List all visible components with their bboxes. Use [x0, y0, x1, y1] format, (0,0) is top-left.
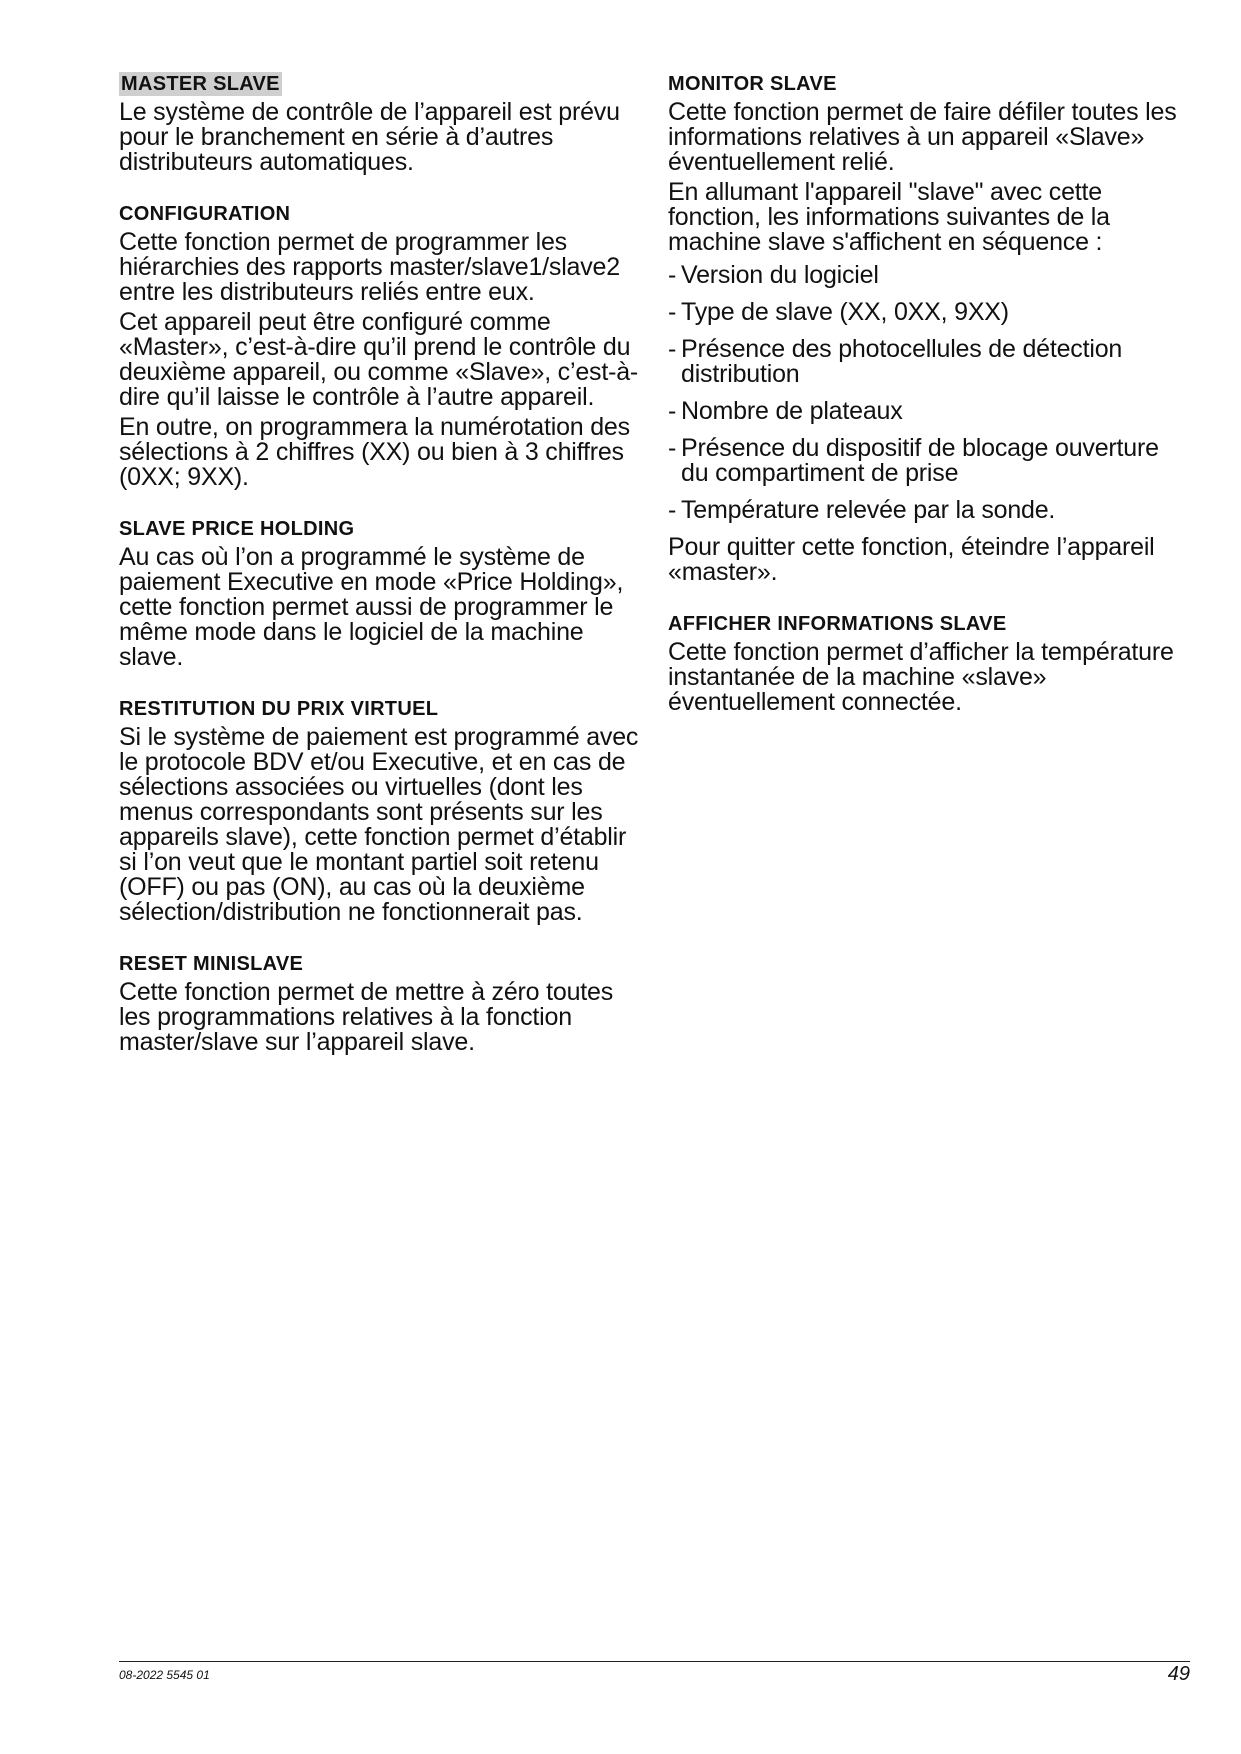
paragraph: Cette fonction permet de faire défiler toutes les informations relatives à un appareil «Slave» éventuellement relié.: [668, 98, 1177, 176]
section-heading: MONITOR SLAVE: [668, 73, 837, 95]
list-item-text: Version du logiciel: [681, 261, 879, 289]
paragraph: Cette fonction permet de mettre à zéro toutes les programmations relatives à la fonction master/slave sur l’appareil slave.: [119, 978, 614, 1056]
section-heading: MASTER SLAVE: [121, 73, 280, 95]
paragraph: Au cas où l’on a programmé le système de paiement Executive en mode «Price Holding», cette fonction permet aussi de programmer le même mode dans le logiciel de la machine slave.: [119, 543, 624, 671]
dash-bullet: -: [668, 298, 677, 326]
section-heading: CONFIGURATION: [119, 203, 291, 225]
section-heading: RESTITUTION DU PRIX VIRTUEL: [119, 698, 439, 720]
section-afficher-informations-slave: [668, 612, 1190, 715]
section-master-slave: [119, 72, 641, 175]
section-heading: RESET MINISLAVE: [119, 953, 304, 975]
paragraph: En allumant l'appareil "slave" avec cette fonction, les informations suivantes de la machine slave s'affichent en séquence :: [668, 178, 1110, 256]
section-slave-price-holding: [119, 517, 641, 670]
list-item-text: Température relevée par la sonde.: [681, 496, 1056, 524]
list-item: [668, 498, 1190, 523]
section-heading: AFFICHER INFORMATIONS SLAVE: [668, 613, 1007, 635]
list-item-text: Présence des photocellules de détection distribution: [681, 335, 1123, 388]
dash-bullet: -: [668, 335, 677, 363]
document-reference: 08-2022 5545 01: [119, 1668, 210, 1682]
dash-bullet: -: [668, 397, 677, 425]
list-item: [668, 436, 1190, 486]
page-number: 49: [1167, 1663, 1190, 1685]
footer-divider: [119, 1661, 1190, 1662]
paragraph: Cette fonction permet de programmer les hiérarchies des rapports master/slave1/slave2 entre les distributeurs reliés entre eux.: [119, 228, 620, 306]
list-item-text: Nombre de plateaux: [681, 397, 903, 425]
section-configuration: [119, 202, 641, 490]
section-reset-minislave: [119, 952, 641, 1055]
list-item: [668, 300, 1190, 325]
dash-bullet: -: [668, 434, 677, 462]
info-list: [668, 263, 1190, 523]
list-item-text: Type de slave (XX, 0XX, 9XX): [681, 298, 1009, 326]
section-restitution-prix-virtuel: [119, 697, 641, 925]
list-item-text: Présence du dispositif de blocage ouverture du compartiment de prise: [681, 434, 1159, 487]
left-column: [119, 72, 641, 1082]
list-item: [668, 399, 1190, 424]
list-item: [668, 337, 1190, 387]
list-item: [668, 263, 1190, 288]
paragraph: Cette fonction permet d’afficher la température instantanée de la machine «slave» éventuellement connectée.: [668, 638, 1174, 716]
closing-paragraph: Pour quitter cette fonction, éteindre l’appareil «master».: [668, 533, 1155, 586]
paragraph: Si le système de paiement est programmé avec le protocole BDV et/ou Executive, et en cas de sélections associées ou virtuelles (dont les menus correspondants sont présents sur les appareils slave), cette fonction permet d’établir si l’on veut que le montant partiel soit retenu (OFF) ou pas (ON), au cas où la deuxième sélection/distribution ne fonctionnerait pas.: [119, 723, 639, 926]
paragraph: En outre, on programmera la numérotation des sélections à 2 chiffres (XX) ou bien à 3 chiffres (0XX; 9XX).: [119, 413, 630, 491]
section-monitor-slave: [668, 72, 1190, 585]
dash-bullet: -: [668, 496, 677, 524]
section-heading: SLAVE PRICE HOLDING: [119, 518, 355, 540]
right-column: [668, 72, 1190, 742]
paragraph: Le système de contrôle de l’appareil est prévu pour le branchement en série à d’autres distributeurs automatiques.: [119, 98, 620, 176]
dash-bullet: -: [668, 261, 677, 289]
paragraph: Cet appareil peut être configuré comme «Master», c’est-à-dire qu’il prend le contrôle du deuxième appareil, ou comme «Slave», c’est-à-dire qu’il laisse le contrôle à l’autre appareil.: [119, 308, 639, 411]
